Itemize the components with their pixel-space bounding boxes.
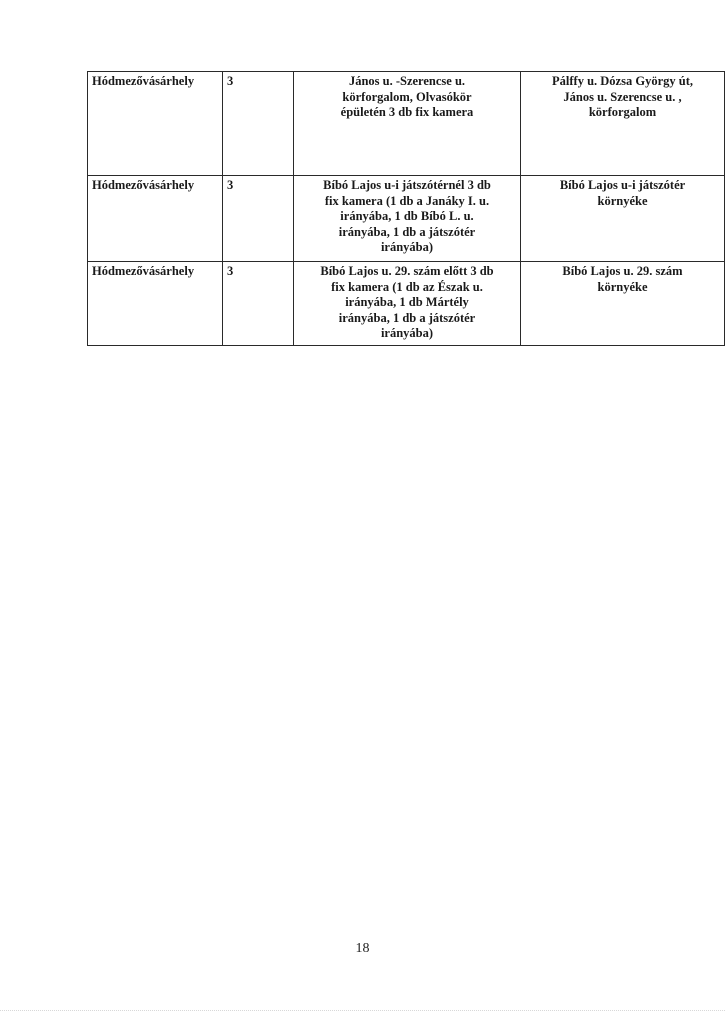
table-row: [88, 262, 725, 346]
camera-count-cell: 3: [223, 262, 294, 346]
monitored-area-cell: Bíbó Lajos u. 29. szám környéke: [521, 262, 725, 346]
monitored-area-cell: Bíbó Lajos u-i játszótér környéke: [521, 176, 725, 262]
camera-count-cell: 3: [223, 176, 294, 262]
camera-locations-table: [87, 71, 725, 346]
monitored-area-cell: Pálffy u. Dózsa György út, János u. Szerencse u. , körforgalom: [521, 72, 725, 176]
camera-location-cell: Bíbó Lajos u. 29. szám előtt 3 db fix kamera (1 db az Észak u. irányába, 1 db Mártély irányába, 1 db a játszótér irányába): [294, 262, 521, 346]
city-cell: Hódmezővásárhely: [88, 72, 223, 176]
scan-edge-divider: [0, 1010, 725, 1011]
city-cell: Hódmezővásárhely: [88, 176, 223, 262]
page-number: 18: [355, 941, 370, 956]
city-cell: Hódmezővásárhely: [88, 262, 223, 346]
table-row: [88, 72, 725, 176]
camera-location-cell: János u. -Szerencse u. körforgalom, Olvasókör épületén 3 db fix kamera: [294, 72, 521, 176]
camera-location-cell: Bíbó Lajos u-i játszótérnél 3 db fix kamera (1 db a Janáky I. u. irányába, 1 db Bíbó L. u. irányába, 1 db a játszótér irányába): [294, 176, 521, 262]
camera-count-cell: 3: [223, 72, 294, 176]
table-row: [88, 176, 725, 262]
